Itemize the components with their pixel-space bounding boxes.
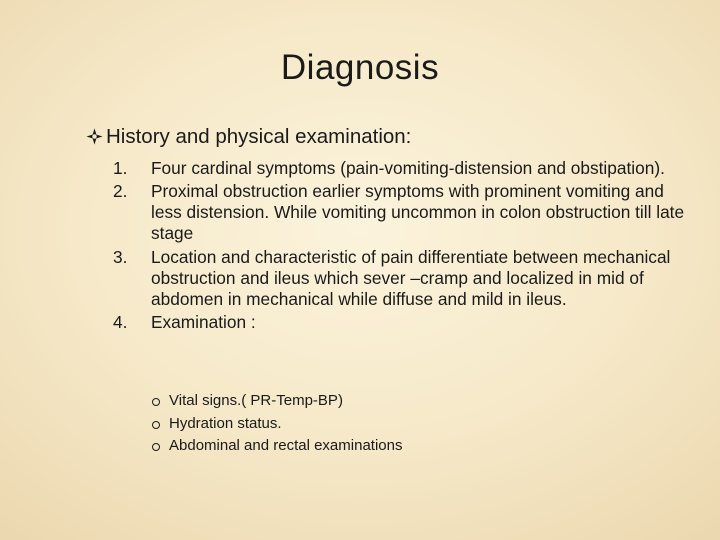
list-item-text: Proximal obstruction earlier symptoms with prominent vomiting and less distension. While vomiting uncommon in colon obstruction till late stage — [151, 181, 685, 244]
list-item-text: Location and characteristic of pain differentiate between mechanical obstruction and ileus which sever –cramp and localized in mid of abdomen in mechanical while diffuse and mild in ileus. — [151, 246, 671, 309]
list-item — [113, 181, 693, 244]
sub-list-item-text: Hydration status. — [169, 414, 282, 432]
diamond-bullet-icon — [86, 128, 103, 145]
list-item-text: Four cardinal symptoms (pain-vomiting-distension and obstipation). — [151, 158, 665, 178]
list-item-number: 2. — [113, 181, 128, 202]
list-item — [113, 247, 693, 310]
sub-list-item-text: Abdominal and rectal examinations — [169, 437, 403, 454]
sub-list-item — [151, 390, 402, 413]
sub-list — [151, 390, 402, 458]
sub-list-item — [151, 435, 402, 458]
hollow-circle-bullet-icon — [152, 421, 160, 429]
list-item — [113, 312, 693, 333]
hollow-circle-bullet-icon — [152, 398, 160, 406]
sub-list-item — [151, 413, 402, 436]
list-item-number: 4. — [113, 311, 128, 332]
numbered-list — [113, 158, 693, 335]
hollow-circle-bullet-icon — [152, 443, 160, 451]
list-item-number: 3. — [113, 246, 128, 267]
list-item — [113, 158, 693, 179]
list-item-number: 1. — [113, 158, 128, 178]
list-item-text: Examination : — [151, 311, 256, 332]
slide-title: Diagnosis — [280, 48, 440, 87]
main-bullet — [86, 124, 411, 150]
main-bullet-text: History and physical examination: — [106, 125, 412, 148]
sub-list-item-text: Vital signs.( PR-Temp-BP) — [169, 392, 343, 409]
